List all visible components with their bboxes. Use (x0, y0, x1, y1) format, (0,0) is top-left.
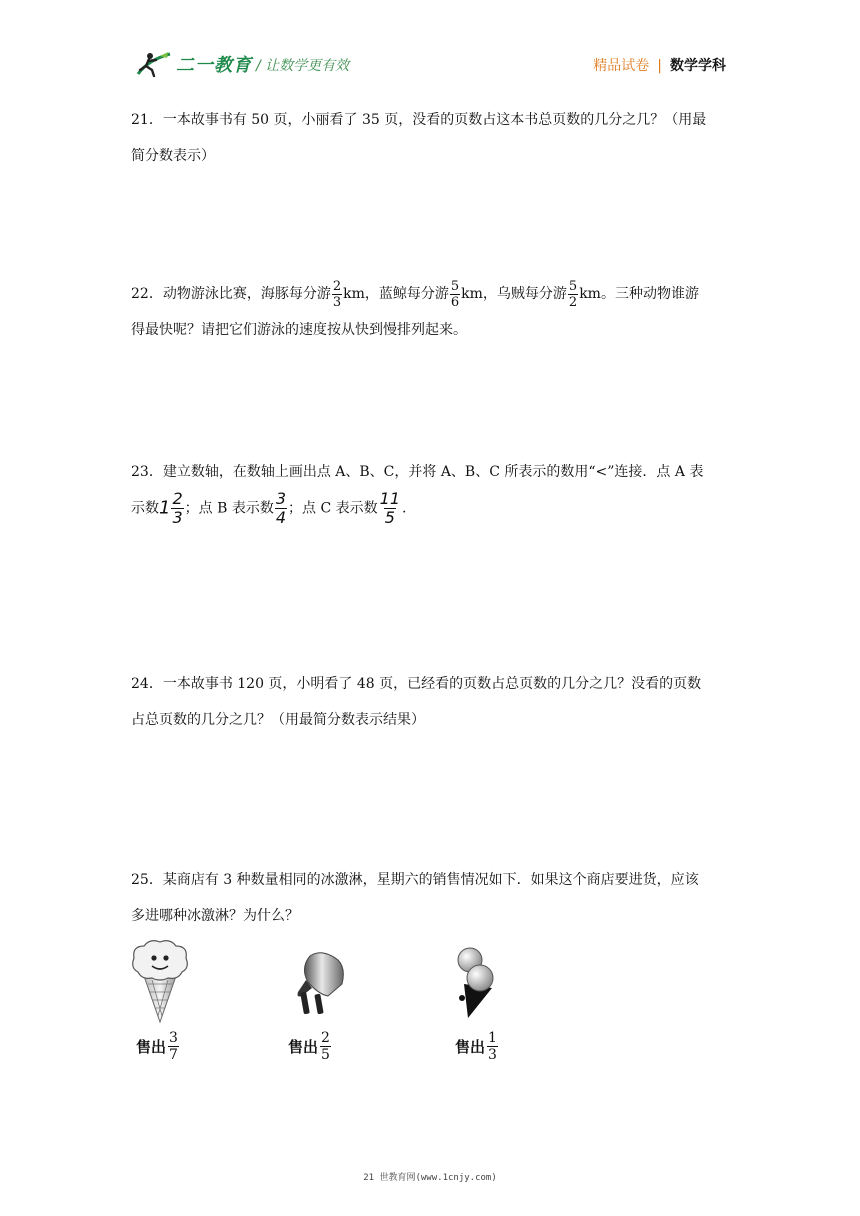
fraction-denominator: 3 (172, 508, 183, 527)
q22-text-3: km，乌贼每分游 (461, 286, 567, 302)
fraction-sold-2 (320, 1030, 331, 1063)
q24-line1: 24．一本故事书 120 页，小明看了 48 页，已经看的页数占总页数的几分之几？没看的页数 (131, 676, 702, 692)
fraction-numerator: 2 (172, 489, 183, 508)
fraction-denominator: 2 (568, 294, 578, 310)
question-24 (131, 666, 731, 738)
fraction-denominator: 6 (450, 294, 460, 310)
fraction-point-a (171, 490, 183, 527)
fraction-numerator: 3 (169, 1030, 178, 1046)
fraction-numerator: 5 (450, 278, 460, 294)
sold-text: 售出 (288, 1038, 319, 1056)
logo-text: 二一教育 (176, 55, 252, 76)
fraction-squid (568, 279, 578, 310)
q23-text-2: ；点 B 表示数 (184, 500, 274, 517)
page-header (0, 0, 860, 100)
q25-line2: 多进哪种冰激淋？为什么？ (131, 908, 299, 924)
fraction-denominator: 5 (321, 1047, 330, 1063)
q21-line2: 简分数表示） (131, 148, 215, 164)
q23-line2 (131, 490, 731, 527)
sold-text: 售出 (136, 1038, 167, 1056)
q22-line1 (131, 276, 731, 312)
q23-text-3: ；点 C 表示数 (288, 500, 378, 517)
slogan: / 让数学更有效 (256, 58, 350, 74)
premium-label: 精品试卷 (593, 58, 650, 74)
fraction-numerator: 1 (488, 1030, 497, 1046)
runner-logo-icon (134, 50, 174, 78)
fraction-numerator: 2 (332, 278, 342, 294)
fraction-numerator: 2 (321, 1030, 330, 1046)
sold-label-3 (455, 1030, 499, 1063)
q21-line1: 21．一本故事书有 50 页，小丽看了 35 页，没看的页数占这本书总页数的几分之几？（用最 (131, 112, 707, 128)
q22-text-2: km，蓝鲸每分游 (343, 286, 449, 302)
sold-label-1 (136, 1030, 180, 1063)
fraction-point-c (379, 490, 401, 527)
fraction-point-b (275, 490, 287, 527)
page-footer: 21 世教育网(www.1cnjy.com) (363, 1173, 497, 1183)
q22-line2: 得最快呢？请把它们游泳的速度按从快到慢排列起来。 (131, 322, 467, 338)
sold-label-2 (288, 1030, 332, 1063)
fraction-numerator: 3 (275, 489, 287, 508)
popsicle-icon (292, 950, 352, 1020)
header-right (593, 55, 726, 75)
q22-text-1: 22．动物游泳比赛，海豚每分游 (131, 286, 331, 302)
fraction-denominator: 4 (275, 508, 287, 527)
fraction-numerator: 5 (568, 278, 578, 294)
brand-logo (134, 50, 252, 78)
fraction-denominator: 5 (384, 508, 395, 527)
ice-cream-cone-scoops-icon (452, 944, 502, 1020)
q24-line2: 占总页数的几分之几？（用最简分数表示结果） (131, 712, 425, 728)
question-22 (131, 276, 731, 348)
fraction-sold-3 (487, 1030, 498, 1063)
q23-text-1: 示数 (131, 500, 159, 517)
fraction-sold-1 (168, 1030, 179, 1063)
fraction-numerator: 11 (379, 489, 401, 508)
fraction-denominator: 3 (488, 1047, 497, 1063)
question-25 (131, 862, 731, 934)
q23-text-4: . (402, 500, 407, 517)
q23-line1: 23．建立数轴，在数轴上画出点 A、B、C，并将 A、B、C 所表示的数用“<”连接．点 A 表 (131, 464, 704, 480)
question-23 (131, 454, 731, 527)
fraction-denominator: 3 (332, 294, 342, 310)
subject-label: 数学学科 (670, 58, 726, 74)
fraction-dolphin (332, 279, 342, 310)
ice-cream-cone-face-icon (128, 938, 192, 1024)
fraction-whale (450, 279, 460, 310)
q22-text-4: km。三种动物谁游 (579, 286, 699, 302)
q25-line1: 25．某商店有 3 种数量相同的冰激淋，星期六的销售情况如下．如果这个商店要进货，应该 (131, 872, 699, 888)
header-separator: | (657, 58, 662, 74)
fraction-denominator: 7 (169, 1047, 178, 1063)
mixed-number-whole: 1 (159, 497, 171, 519)
sold-text: 售出 (455, 1038, 486, 1056)
question-21 (131, 102, 731, 174)
